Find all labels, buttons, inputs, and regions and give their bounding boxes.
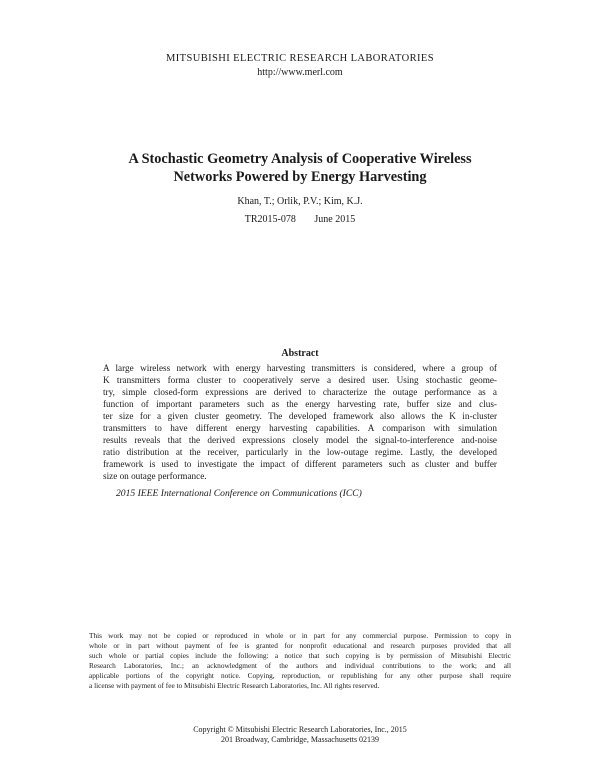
- abstract-heading: Abstract: [281, 348, 319, 359]
- abstract-line: size on outage performance.: [103, 471, 207, 481]
- report-date: June 2015: [314, 214, 356, 225]
- address-line: 201 Broadway, Cambridge, Massachusetts 02139: [220, 735, 380, 744]
- abstract-line: transmitters to have different energy harvesting capabilities. A comparison with simulation: [103, 423, 497, 433]
- conference-venue: 2015 IEEE International Conference on Communications (ICC): [116, 488, 362, 499]
- report-info: [0, 214, 600, 225]
- notice-line: This work may not be copied or reproduced in whole or in part for any commercial purpose. Permission to copy in: [89, 631, 511, 640]
- footer: [0, 725, 600, 745]
- paper-title-line-1: A Stochastic Geometry Analysis of Cooperative Wireless: [128, 151, 472, 167]
- lab-url-link[interactable]: http://www.merl.com: [257, 67, 343, 78]
- abstract-line: try, simple closed-form expressions are derived to characterize the outage performance as a: [103, 387, 497, 397]
- notice-line: such whole or partial copies include the following: a notice that such copying is by permission of Mitsubishi Electric: [89, 651, 511, 660]
- abstract-line: ter size for a given cluster geometry. The developed framework also allows the K in-cluster: [103, 411, 497, 421]
- abstract-body: [103, 362, 497, 482]
- report-number: TR2015-078: [244, 214, 296, 225]
- copyright-line: Copyright © Mitsubishi Electric Research Laboratories, Inc., 2015: [193, 725, 407, 734]
- abstract-line: framework is used to investigate the impact of different parameters such as cluster and buffer: [103, 459, 497, 469]
- abstract-line: A large wireless network with energy harvesting transmitters is considered, where a group of: [103, 363, 497, 373]
- paper-title-line-2: Networks Powered by Energy Harvesting: [173, 169, 427, 185]
- abstract-line: function of important parameters such as the energy harvesting rate, buffer size and clus-: [103, 399, 497, 409]
- abstract-line: results reveals that the derived expressions closely model the signal-to-interference and-noise: [103, 435, 497, 445]
- notice-line: applicable portions of the copyright notice. Copying, reproduction, or republishing for any other purpose shall require: [89, 671, 511, 680]
- abstract-line: ratio distribution at the receiver, particularly in the low-outage regime. Lastly, the developed: [103, 447, 497, 457]
- notice-line: Research Laboratories, Inc.; an acknowledgment of the authors and individual contributions to the work; and all: [89, 661, 511, 670]
- paper-title: [0, 150, 600, 186]
- paper-authors: Khan, T.; Orlik, P.V.; Kim, K.J.: [237, 196, 363, 207]
- lab-name: MITSUBISHI ELECTRIC RESEARCH LABORATORIES: [166, 53, 434, 64]
- abstract-line: K transmitters forma cluster to cooperatively serve a desired user. Using stochastic geome-: [103, 375, 497, 385]
- notice-line: a license with payment of fee to Mitsubishi Electric Research Laboratories, Inc. All rights reserved.: [89, 681, 380, 690]
- notice-line: whole or in part without payment of fee is granted for nonprofit educational and research purposes provided that all: [89, 641, 511, 650]
- copyright-notice: [89, 631, 511, 691]
